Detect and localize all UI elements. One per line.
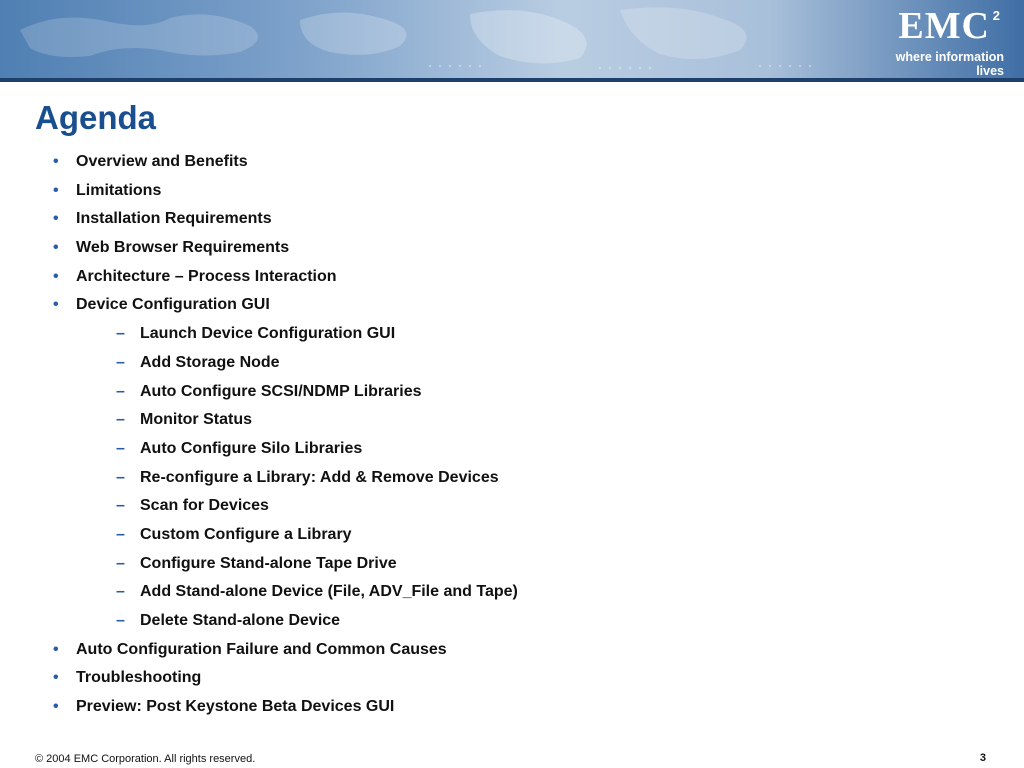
agenda-item-text: Monitor Status: [140, 411, 252, 429]
bullet-icon: •: [53, 698, 59, 716]
agenda-item-text: Custom Configure a Library: [140, 525, 352, 543]
bullet-icon: •: [53, 267, 59, 285]
dash-icon: –: [116, 497, 125, 515]
dash-icon: –: [116, 325, 125, 343]
dash-icon: –: [116, 382, 125, 400]
agenda-item-text: Auto Configure Silo Libraries: [140, 439, 363, 457]
dash-icon: –: [116, 411, 125, 429]
agenda-item-text: Auto Configuration Failure and Common Causes: [76, 640, 447, 658]
agenda-item-text: Configure Stand-alone Tape Drive: [140, 554, 397, 572]
bullet-icon: •: [53, 640, 59, 658]
agenda-item-text: Web Browser Requirements: [76, 239, 290, 257]
agenda-item-text: Auto Configure SCSI/NDMP Libraries: [140, 382, 422, 400]
emc-logo: [866, 5, 1006, 78]
bullet-icon: •: [53, 153, 59, 170]
agenda-item-text: Add Storage Node: [140, 353, 280, 371]
bullet-icon: •: [53, 296, 59, 314]
dash-icon: –: [116, 353, 125, 371]
agenda-item-text: Delete Stand-alone Device: [140, 612, 341, 629]
agenda-item-text: Troubleshooting: [76, 669, 202, 687]
agenda-item-text: Re-configure a Library: Add & Remove Devices: [140, 468, 499, 486]
copyright-notice: © 2004 EMC Corporation. All rights reserved.: [35, 753, 256, 765]
agenda-item-text: Overview and Benefits: [76, 153, 248, 170]
dash-icon: –: [116, 468, 125, 486]
bullet-icon: •: [53, 669, 59, 687]
agenda-item-text: Preview: Post Keystone Beta Devices GUI: [76, 698, 395, 716]
page-number: 3: [979, 752, 986, 764]
agenda-item-text: Architecture – Process Interaction: [76, 267, 337, 285]
dash-icon: –: [116, 612, 125, 629]
logo-superscript: 2: [992, 8, 1000, 23]
dash-icon: –: [116, 554, 125, 572]
agenda-item-text: Launch Device Configuration GUI: [140, 325, 396, 343]
agenda-item-text: Limitations: [76, 181, 162, 199]
header-banner: [0, 0, 1024, 78]
dash-icon: –: [116, 439, 125, 457]
agenda-item-text: Device Configuration GUI: [76, 296, 270, 314]
agenda-item-text: Scan for Devices: [140, 497, 269, 515]
dash-icon: –: [116, 583, 125, 601]
bullet-icon: •: [53, 181, 59, 199]
logo-wordmark: EMC: [898, 5, 990, 47]
dash-icon: –: [116, 525, 125, 543]
header-divider: [0, 78, 1024, 82]
bullet-icon: •: [53, 239, 59, 257]
bullet-icon: •: [53, 210, 59, 228]
agenda-item-text: Add Stand-alone Device (File, ADV_File and Tape): [140, 583, 518, 601]
logo-tagline: where information lives: [895, 50, 1004, 78]
slide-title: Agenda: [35, 99, 157, 136]
agenda-item-text: Installation Requirements: [76, 210, 272, 228]
